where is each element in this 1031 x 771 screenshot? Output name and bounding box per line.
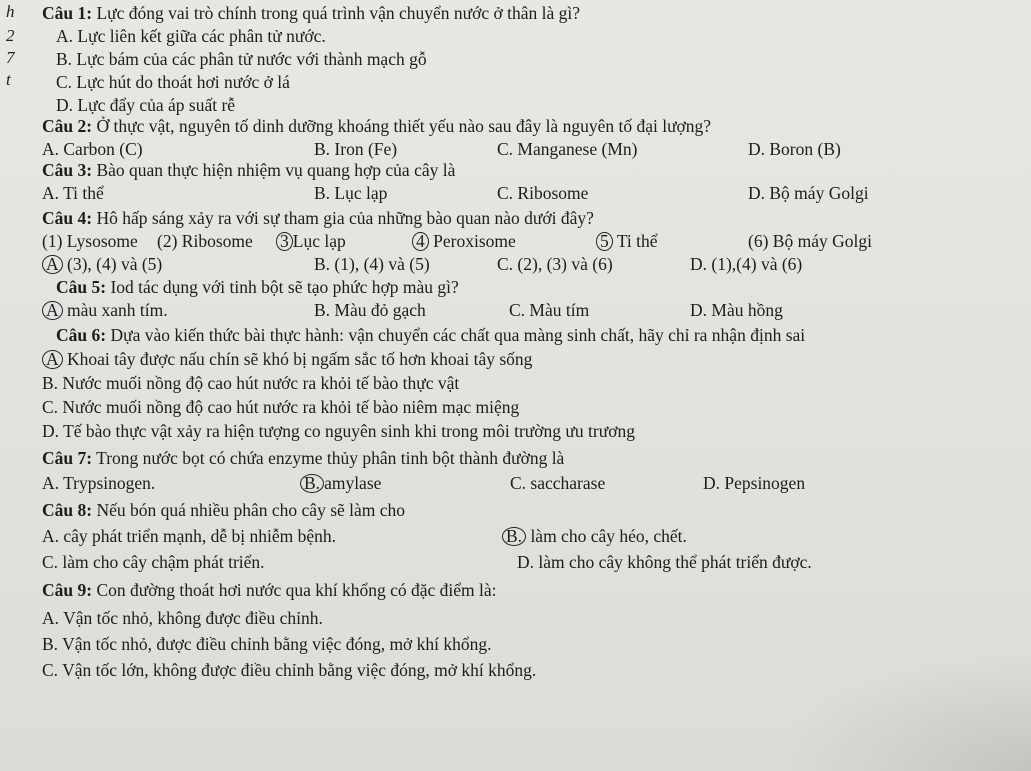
option-c: C. làm cho cây chậm phát triển.	[42, 552, 265, 572]
option-a: A (3), (4) và (5)	[42, 254, 162, 274]
option-d: D. làm cho cây không thể phát triển được.	[517, 552, 812, 572]
option-d: D. Pepsinogen	[703, 473, 806, 493]
option-b: B. (1), (4) và (5)	[314, 254, 430, 274]
option-d: D. (1),(4) và (6)	[690, 254, 803, 274]
option-a: A. cây phát triển mạnh, dễ bị nhiễm bệnh.	[42, 526, 337, 546]
question-label: Câu 4:	[42, 208, 93, 228]
option-a: A. Lực liên kết giữa các phân tử nước.	[56, 26, 326, 46]
question-text: Bào quan thực hiện nhiệm vụ quang hợp của cây là	[92, 160, 456, 180]
question-label: Câu 3:	[42, 160, 93, 180]
question-4	[42, 208, 594, 228]
circled-answer: A	[42, 301, 63, 320]
option-a: A. Vận tốc nhỏ, không được điều chỉnh.	[42, 608, 323, 628]
question-text: Hô hấp sáng xảy ra với sự tham gia của những bào quan nào dưới đây?	[92, 208, 594, 228]
question-label: Câu 2:	[42, 116, 93, 136]
option-a: A màu xanh tím.	[42, 300, 168, 320]
option-a: A Khoai tây được nấu chín sẽ khó bị ngấm sắc tố hơn khoai tây sống	[42, 349, 532, 369]
option-d: D. Bộ máy Golgi	[748, 183, 869, 203]
question-text: Nếu bón quá nhiều phân cho cây sẽ làm cho	[92, 500, 406, 520]
option-b: B. Iron (Fe)	[314, 139, 398, 159]
question-9	[42, 580, 497, 600]
question-label: Câu 5:	[56, 277, 107, 297]
circled-answer: B.	[300, 474, 324, 493]
option-b: B. làm cho cây héo, chết.	[502, 526, 687, 546]
item-3: 3 Lục lạp	[276, 231, 346, 251]
option-b: B. amylase	[300, 473, 381, 493]
question-text: Lực đóng vai trò chính trong quá trình vận chuyển nước ở thân là gì?	[92, 3, 581, 23]
question-8	[42, 500, 405, 520]
item-1: (1) Lysosome	[42, 231, 138, 251]
question-2	[42, 116, 711, 136]
margin-mark: t	[6, 70, 11, 89]
margin-mark: h	[6, 2, 15, 21]
question-label: Câu 7:	[42, 448, 93, 468]
circled-answer: A	[42, 350, 63, 369]
option-d: D. Màu hồng	[690, 300, 783, 320]
circled-mark: 3	[276, 232, 293, 251]
item-5: 5 Ti thể	[596, 231, 658, 251]
option-b: B. Lực bám của các phân tử nước với thành mạch gỗ	[56, 49, 427, 69]
question-text: Ở thực vật, nguyên tố dinh dưỡng khoáng thiết yếu nào sau đây là nguyên tố đại lượng?	[92, 116, 712, 136]
item-2: (2) Ribosome	[157, 231, 253, 251]
option-c: C. (2), (3) và (6)	[497, 254, 613, 274]
option-c: C. Lực hút do thoát hơi nước ở lá	[56, 72, 290, 92]
circled-mark: 4	[412, 232, 429, 251]
circled-answer: B.	[502, 527, 526, 546]
option-a: A. Trypsinogen.	[42, 473, 156, 493]
margin-mark: 2	[6, 26, 15, 45]
margin-mark: 7	[6, 48, 15, 67]
option-d: D. Boron (B)	[748, 139, 841, 159]
option-b: B. Màu đỏ gạch	[314, 300, 426, 320]
page-shadow	[771, 651, 1031, 771]
option-b: B. Nước muối nồng độ cao hút nước ra khỏi tế bào thực vật	[42, 373, 460, 393]
question-6	[56, 325, 805, 345]
option-c: C. Ribosome	[497, 183, 589, 203]
circled-answer: A	[42, 255, 63, 274]
item-6: (6) Bộ máy Golgi	[748, 231, 872, 251]
option-c: C. Manganese (Mn)	[497, 139, 638, 159]
option-b: B. Lục lạp	[314, 183, 388, 203]
option-b: B. Vận tốc nhỏ, được điều chỉnh bằng việc đóng, mở khí khổng.	[42, 634, 492, 654]
question-label: Câu 6:	[56, 325, 107, 345]
option-c: C. Màu tím	[509, 300, 590, 320]
question-text: Trong nước bọt có chứa enzyme thủy phân tinh bột thành đường là	[92, 448, 565, 468]
option-a: A. Carbon (C)	[42, 139, 143, 159]
question-label: Câu 8:	[42, 500, 93, 520]
question-7	[42, 448, 564, 468]
question-text: Iod tác dụng với tinh bột sẽ tạo phức hợp màu gì?	[106, 277, 459, 297]
question-3	[42, 160, 455, 180]
question-text: Con đường thoát hơi nước qua khí khổng có đặc điểm là:	[92, 580, 497, 600]
question-label: Câu 1:	[42, 3, 93, 23]
circled-mark: 5	[596, 232, 613, 251]
question-label: Câu 9:	[42, 580, 93, 600]
question-text: Dựa vào kiến thức bài thực hành: vận chuyển các chất qua màng sinh chất, hãy chỉ ra nhận định sai	[106, 325, 806, 345]
item-4: 4 Peroxisome	[412, 231, 516, 251]
question-5	[56, 277, 459, 297]
option-c: C. Vận tốc lớn, không được điều chỉnh bằng việc đóng, mở khí khổng.	[42, 660, 537, 680]
option-a: A. Ti thể	[42, 183, 104, 203]
question-1	[42, 3, 580, 23]
option-d: D. Tế bào thực vật xảy ra hiện tượng co nguyên sinh khi trong môi trường ưu trương	[42, 421, 635, 441]
option-d: D. Lực đẩy của áp suất rễ	[56, 95, 236, 115]
option-c: C. Nước muối nồng độ cao hút nước ra khỏi tế bào niêm mạc miệng	[42, 397, 520, 417]
option-c: C. saccharase	[510, 473, 606, 493]
